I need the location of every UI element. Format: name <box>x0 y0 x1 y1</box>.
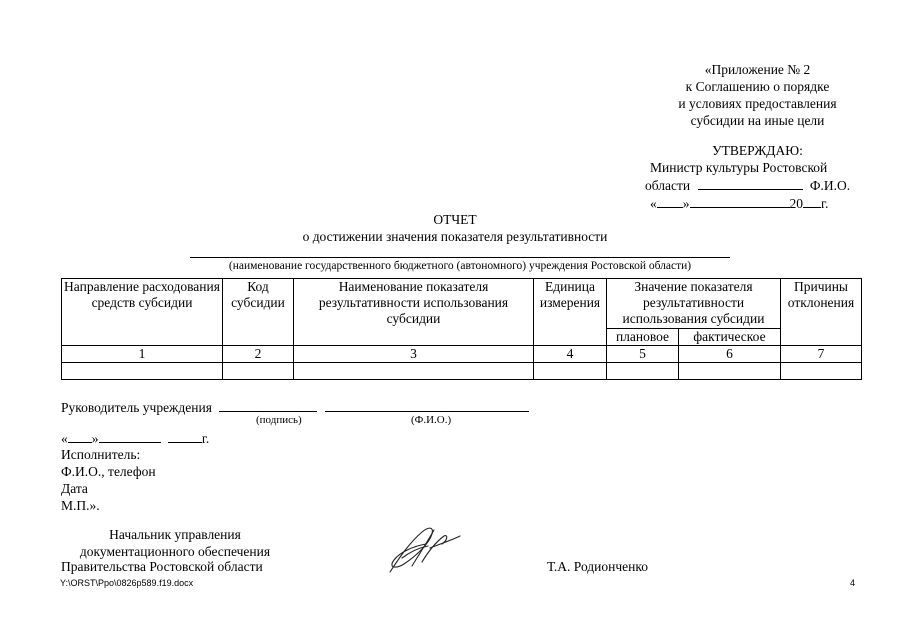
organization-caption: (наименование государственного бюджетного (автономного) учреждения Ростовской области) <box>228 260 692 272</box>
table-number-row <box>62 346 862 363</box>
approval-day-blank <box>657 194 683 208</box>
report-date-open: « <box>61 431 68 446</box>
approval-block <box>620 142 895 212</box>
footer-signer-line-3: Правительства Ростовской области <box>61 559 263 574</box>
table-header-row <box>62 279 862 329</box>
appendix-line-4: субсидии на иные цели <box>690 113 825 128</box>
report-table <box>61 278 862 380</box>
header-direction: Направление расходования средств субсидии <box>62 279 223 346</box>
head-signature-blank <box>219 398 317 412</box>
table-cell <box>607 363 679 380</box>
fio-caption: (Ф.И.О.) <box>411 414 452 426</box>
table-cell <box>534 363 607 380</box>
column-number-3: 3 <box>294 346 534 363</box>
executor-date: Дата <box>61 481 88 496</box>
appendix-line-2: к Соглашению о порядке <box>685 79 830 94</box>
report-month-blank <box>99 429 161 443</box>
column-number-4: 4 <box>534 346 607 363</box>
header-planned: плановое <box>607 329 679 346</box>
approval-date-open: « <box>650 196 657 211</box>
head-label: Руководитель учреждения <box>61 400 212 415</box>
header-value-group: Значение показателя результативности использования субсидии <box>607 279 781 329</box>
footer-signer-line-2: документационного обеспечения <box>79 544 271 559</box>
report-year-blank <box>168 429 202 443</box>
table-cell <box>223 363 294 380</box>
table-cell <box>781 363 862 380</box>
table-cell <box>62 363 223 380</box>
footer-signer-position <box>55 526 295 560</box>
report-day-blank <box>68 429 92 443</box>
report-date-end: г. <box>201 431 210 446</box>
table-row <box>62 363 862 380</box>
report-date-line <box>61 429 209 447</box>
report-date-mid: » <box>91 431 99 446</box>
approval-month-blank <box>690 194 790 208</box>
column-number-6: 6 <box>679 346 781 363</box>
report-title-line-2: о достижении значения показателя результативности <box>302 229 608 244</box>
handwritten-signature-icon <box>382 522 464 578</box>
signature-caption: (подпись) <box>256 414 302 426</box>
approval-year-blank <box>803 194 821 208</box>
stamp-place: М.П.». <box>61 498 100 513</box>
header-unit: Единица измерения <box>534 279 607 346</box>
approval-fio-label: Ф.И.О. <box>809 178 851 193</box>
column-number-2: 2 <box>223 346 294 363</box>
column-number-1: 1 <box>62 346 223 363</box>
footer-signer-line-1: Начальник управления <box>109 527 241 542</box>
head-fio-blank <box>325 398 529 412</box>
table-cell <box>679 363 781 380</box>
header-code: Код субсидии <box>223 279 294 346</box>
header-indicator-name: Наименование показателя результативности использования субсидии <box>294 279 534 346</box>
approval-date-mid: » <box>682 196 690 211</box>
executor-fio-phone: Ф.И.О., телефон <box>61 464 156 479</box>
header-reasons: Причины отклонения <box>781 279 862 346</box>
column-number-5: 5 <box>607 346 679 363</box>
approval-date-end: г. <box>821 196 829 211</box>
appendix-block <box>620 61 895 129</box>
appendix-line-1: «Приложение № 2 <box>704 62 811 77</box>
organization-name-line <box>190 257 730 258</box>
approval-region-label: области <box>645 178 691 193</box>
report-title <box>205 211 705 245</box>
footer-signer-name: Т.А. Родионченко <box>547 559 648 574</box>
file-path: Y:\ORST\Ppo\0826p589.f19.docx <box>60 578 194 588</box>
approval-date-line <box>620 194 895 212</box>
approval-line-1: Министр культуры Ростовской <box>650 160 828 175</box>
table-cell <box>294 363 534 380</box>
approval-heading: УТВЕРЖДАЮ: <box>712 143 803 158</box>
executor-label: Исполнитель: <box>61 447 141 462</box>
page-number: 4 <box>850 578 856 588</box>
header-actual: фактическое <box>679 329 781 346</box>
column-number-7: 7 <box>781 346 862 363</box>
approval-line-2 <box>620 176 895 194</box>
report-title-line-1: ОТЧЕТ <box>433 212 477 227</box>
appendix-line-3: и условиях предоставления <box>678 96 837 111</box>
approval-signature-blank <box>698 176 803 190</box>
approval-date-year: 20 <box>789 196 803 211</box>
